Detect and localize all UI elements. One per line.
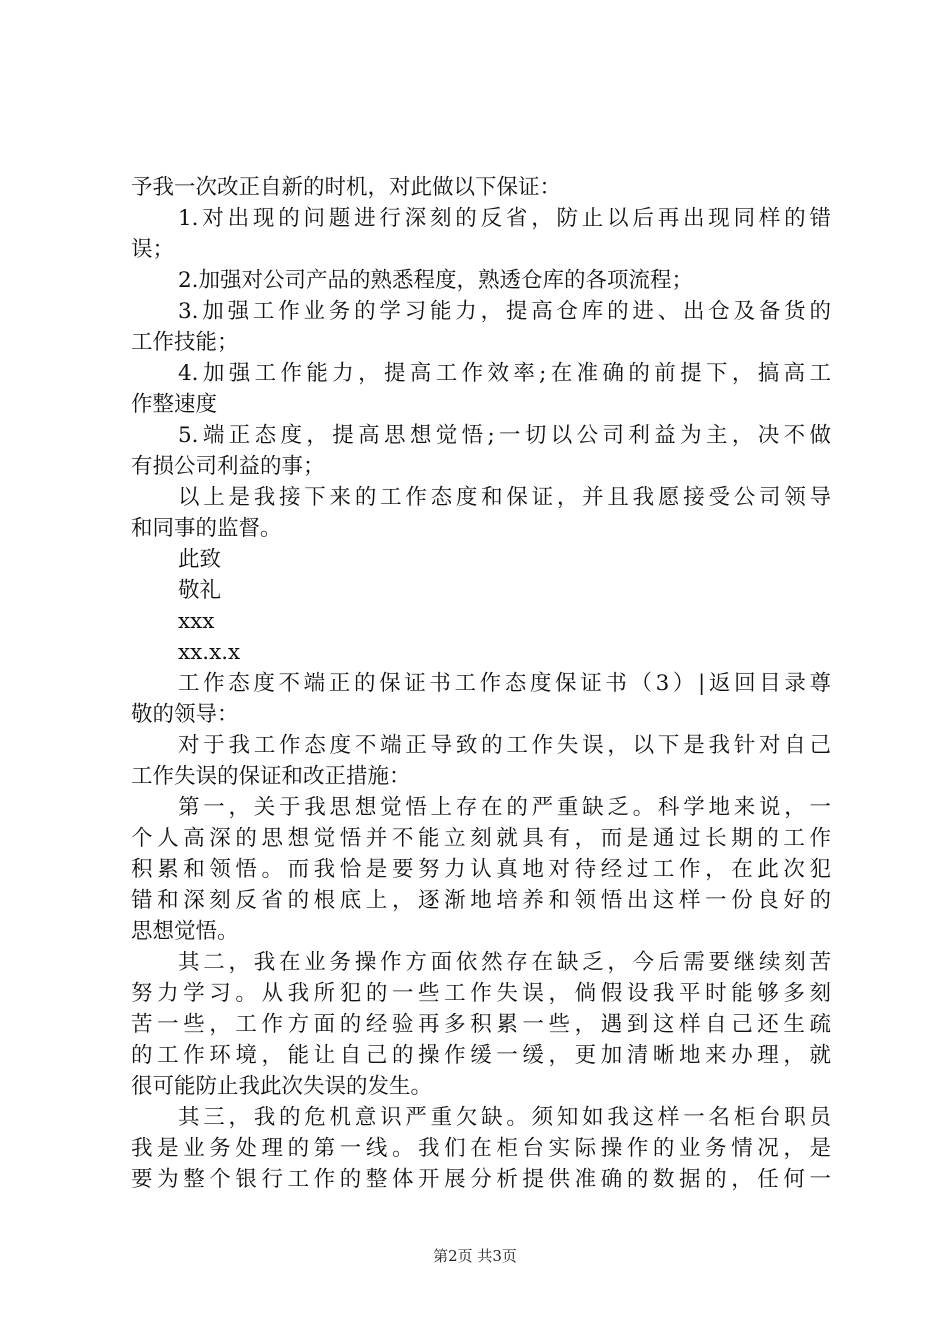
text-line: 其二，我在业务操作方面依然存在缺乏，今后需要继续刻苦 [178, 950, 831, 975]
text-line: 对于我工作态度不端正导致的工作失误，以下是我针对自己 [178, 733, 831, 758]
text-line: 3.加强工作业务的学习能力，提高仓库的进、出仓及备货的 [178, 299, 831, 324]
text-line: 错和深刻反省的根底上，逐渐地培养和领悟出这样一份良好的 [131, 888, 831, 913]
text-line: 4.加强工作能力，提高工作效率;在准确的前提下，搞高工 [178, 361, 831, 386]
text-line: 个人高深的思想觉悟并不能立刻就具有，而是通过长期的工作 [131, 826, 831, 851]
text-line: 我是业务处理的第一线。我们在柜台实际操作的业务情况，是 [131, 1136, 831, 1161]
document-body [131, 172, 831, 1195]
text-line: 思想觉悟。 [131, 919, 239, 944]
text-line: 2.加强对公司产品的熟悉程度，熟透仓库的各项流程； [178, 268, 694, 293]
text-line: 苦一些，工作方面的经验再多积累一些，遇到这样自己还生疏 [131, 1012, 831, 1037]
text-line: 以上是我接下来的工作态度和保证，并且我愿接受公司领导 [178, 485, 831, 510]
text-line: 敬礼 [178, 578, 222, 603]
text-line: 积累和领悟。而我恰是要努力认真地对待经过工作，在此次犯 [131, 857, 831, 882]
text-line: 的工作环境，能让自己的操作缓一缓，更加清晰地来办理，就 [131, 1043, 831, 1068]
text-line: 努力学习。从我所犯的一些工作失误，倘假设我平时能够多刻 [131, 981, 831, 1006]
text-line: xxx [178, 609, 215, 634]
text-line: 和同事的监督。 [131, 516, 282, 541]
text-line: xx.x.x [178, 640, 241, 665]
text-line: 此致 [178, 547, 222, 572]
text-line: 予我一次改正自新的时机，对此做以下保证： [131, 175, 562, 200]
text-line: 1.对出现的问题进行深刻的反省，防止以后再出现同样的错 [178, 206, 831, 231]
text-line: 敬的领导： [131, 702, 239, 727]
text-line: 工作失误的保证和改正措施： [131, 764, 411, 789]
text-line: 第一，关于我思想觉悟上存在的严重缺乏。科学地来说，一 [178, 795, 831, 820]
text-line: 5.端正态度，提高思想觉悟;一切以公司利益为主，决不做 [178, 423, 831, 448]
text-line: 作整速度 [131, 392, 218, 417]
text-line: 要为整个银行工作的整体开展分析提供准确的数据的，任何一 [131, 1167, 831, 1192]
text-line: 误； [131, 237, 175, 262]
text-line: 很可能防止我此次失误的发生。 [131, 1074, 433, 1099]
text-line: 工作技能； [131, 330, 239, 355]
text-line: 工作态度不端正的保证书工作态度保证书（3）|返回目录尊 [178, 671, 831, 696]
text-line: 其三，我的危机意识严重欠缺。须知如我这样一名柜台职员 [178, 1105, 831, 1130]
text-line: 有损公司利益的事； [131, 454, 325, 479]
page-footer: 第2页 共3页 [433, 1247, 517, 1265]
